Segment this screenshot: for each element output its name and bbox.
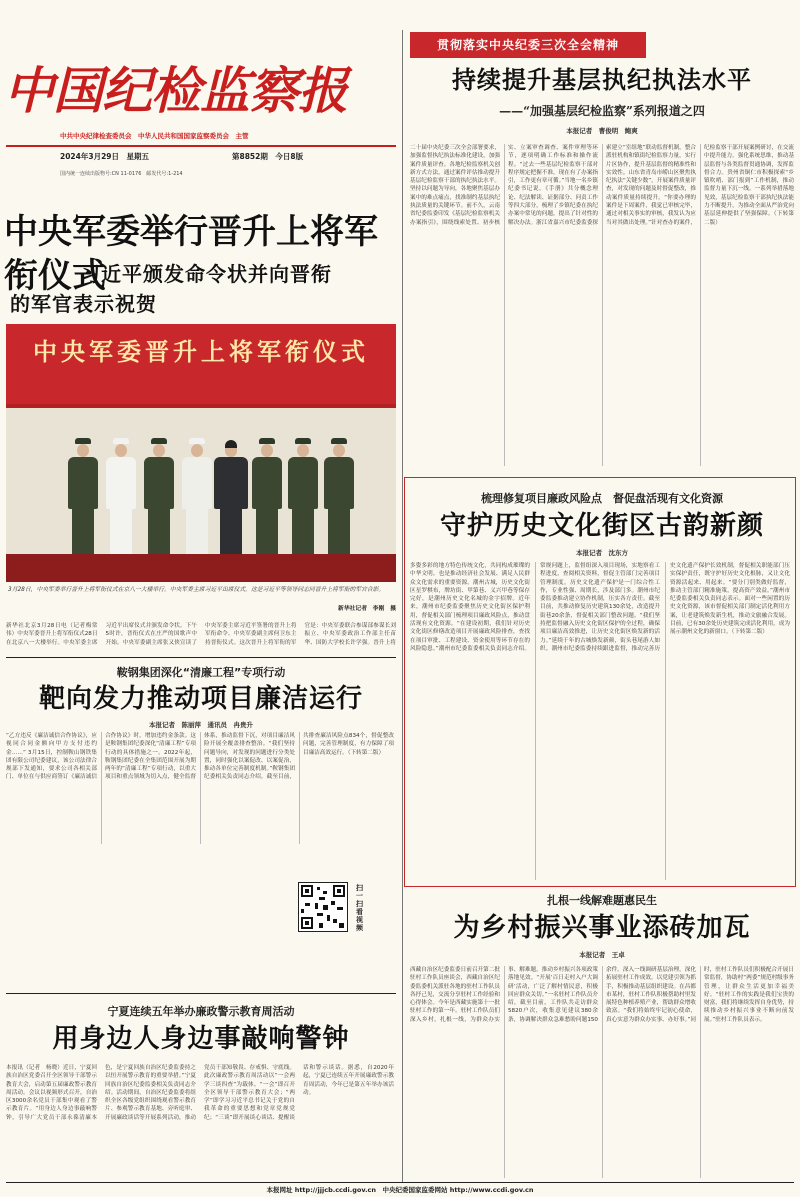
rural-byline: 本报记者 王卓 xyxy=(579,951,625,959)
rural-headline: 为乡村振兴事业添砖加瓦 xyxy=(453,913,751,943)
officer-figure xyxy=(182,438,212,554)
lead-photo-caption: 3月28日，中央军委举行晋升上将军衔仪式在京八一大楼举行。中央军委主席习近平出席仪式。这是习近平等领导同志同晋升上将军衔的军官合影。 xyxy=(8,587,385,593)
series-subhead: ——“加强基层纪检监察”系列报道之四 xyxy=(499,104,705,118)
anshan-headline: 靶向发力推动项目廉洁运行 xyxy=(38,684,363,714)
soldier-group xyxy=(6,424,396,554)
masthead-sponsors: 中共中央纪律检查委员会 中华人民共和国国家监察委员会 主管 xyxy=(60,132,249,140)
series-byline: 本报记者 曹俊明 鲍爽 xyxy=(566,127,638,135)
lead-photo xyxy=(6,324,396,582)
masthead-rule xyxy=(6,145,396,147)
ningxia-body: 本报讯（记者 杨晓）近日，宁夏回族自治区党委召开全区领导干部警示教育大会，启动第五届廉政警示教育周活动。会议以视频形式召开，自治区3000余名党员干部集中观看了警示教育片。“用身边人身边事敲响警钟，引导广大党员干部永葆清廉本色，是宁夏回族自治区纪委监委持之以恒开展警示教育的重要举措。”宁夏回族自治区纪委监委相关负责同志介绍。活动期间，自治区纪委监委将组织全区各级党组织围绕观看警示教育片、参观警示教育基地、旁听庭审、开展廉政谈话等开展系列活动，推动党员干部知敬畏、存戒惧、守底线。此次廉政警示教育周活动以“一会两学三谈四查”为载体。“一会”即召开全区领导干部警示教育大会；“两学”即学习习近平总书记关于党的自我革命的重要思想和党章党规党纪；“三谈”即开展谈心谈话、提醒谈话和警示谈话。据悉，自2020年起，宁夏已连续五年开展廉政警示教育周活动，今年已是第五年举办该活动。 xyxy=(6,1065,394,1121)
chaozhou-body: 多姿多彩的地方特色传统文化，共同构成璀璨的中华文明。也是推动经济社会发展、满足人民群众文化需求的重要资源。潮州古城，历史文化街区星罗棋布，牌坊街、甲第巷、义兴甲巷等保存完好，是潮州历史文化名城的金字招牌。近年来，潮州市纪委监委聚焦历史文化街区保护利用，督促相关部门梳理项目廉政风险点，推动盘活现有文化资源。“在建设初期，我们针对历史文化街区修缮改造项目开展廉政风险排查，查找在项目审批、工程建设、资金使用等环节存在的风险隐患。”潮州市纪委监委相关负责同志介绍。常规问题上，监督组深入项目现场，实地察看工程进度，查阅相关资料，督促主管部门完善项目管理制度。历史文化遗产保护是一门综合性工作，专业性强、周期长，涉及部门多。潮州市纪委监委推动建立协作机制，压实各方责任。截至目前，共推动修复历史建筑130余处，改造提升街巷20余条，督促相关部门整改问题。“我们坚持把监督融入历史文化街区保护的全过程，确保项目廉洁高效推进，让历史文化街区焕发新的活力。”延续千年的古城焕发新颜，街头巷尾游人如织。潮州市纪委监委持续跟进监督，推动完善历史文化遗产保护长效机制，督促相关职能部门压实保护责任，既守护好历史文化根脉，又让文化资源活起来、用起来。“要分门别类做好监督，推动主管部门精准施策，提高资产效益。”潮州市纪委监委相关负责同志表示。面对一些闲置的历史文化资源，该市督促相关部门制定活化利用方案，让老建筑焕发新生机，推动文旅融合发展。目前，已有30余处历史建筑完成活化利用，成为展示潮州文化的新窗口。（下转第二版） xyxy=(410,563,790,652)
masthead-issue: 第8852期 今日8版 xyxy=(232,152,304,161)
chaozhou-headline: 守护历史文化街区古韵新颜 xyxy=(439,511,764,541)
lead-photo-credit: 新华社记者 李刚 摄 xyxy=(338,606,396,612)
series-label-bar xyxy=(410,32,646,58)
stage-floor xyxy=(6,554,396,582)
anshan-byline: 本报记者 陈丽萍 通讯员 冉贵升 xyxy=(149,721,253,729)
chaozhou-byline: 本报记者 沈东方 xyxy=(576,549,628,557)
column-divider xyxy=(402,30,403,1182)
officer-figure xyxy=(106,438,136,554)
section-rule xyxy=(6,993,396,994)
lead-subhead-1: 习近平颁发命令状并向晋衔 xyxy=(80,262,332,286)
rural-body: 西藏自治区纪委监委日前召开第二批驻村工作队员座谈会，西藏自治区纪委监委机关派驻各地的驻村工作队员各抒己见，交流分享驻村工作经验和心得体会。今年是西藏实施第十一批驻村工作的第一年。驻村工作队员们深入乡村，扎根一线，为群众办实事、解难题，推动乡村振兴各项政策落地见效。“开展‘百日走村入户大调研’活动，广泛了解村情民意，积极回应群众关切。”一名驻村工作队员介绍，截至目前，工作队共走访群众5820户次，收集意见建议380余条，协调解决群众急难愁盼问题150余件。深入一线调研基层治理，深化拓展驻村工作成效。以党建引领为抓手，积极推动基层组织建设。在昌都市某村，驻村工作队积极帮助村里发展特色种植养殖产业，帮助群众增收致富。“我们将始终牢记初心使命，真心实意为群众办实事、办好事。”同时，驻村工作队员们积极配合开展日常监督，协助村“两委”规范村级事务管理，让群众生活更加幸福美好。“驻村工作的实践是我们宝贵的财富，我们将继续发挥自身优势，持续推动乡村振兴事业不断向前发展。”驻村工作队员表示。 xyxy=(410,967,794,1023)
lead-subhead-2: 的军官表示祝贺 xyxy=(10,292,157,316)
officer-figure xyxy=(324,438,354,554)
leader-figure xyxy=(214,434,248,554)
lead-headline: 中央军委举行晋升上将军衔仪式 xyxy=(4,212,378,296)
footer-rule xyxy=(6,1182,794,1183)
masthead-date: 2024年3月29日 星期五 xyxy=(60,152,150,161)
anshan-body: “乙方违反《廉洁诚信合作协议》，应视同合同金额向甲方支付违约金……” 3月15日，控制鞍山钢铁集团有限公司纪委建议，该公司法律合规部下发通知，要求公司各相关部门、单位在与供应商签订《廉洁诚信合作协议》时，增加违约金条款。这是鞍钢集团纪委深化“清廉工程”专项行动的具体措施之一。2022年起，鞍钢集团纪委在全集团范围开展为期两年的“清廉工程”专项行动，以重大项目和重点领域为切入点，健全监督体系，推动监督下沉，对项目廉洁风险开展全覆盖排查整治。“我们坚持问题导向，对发现的问题进行分类处置，同时强化以案促改、以案促治，推动各单位完善制度机制。”鞍钢集团纪委相关负责同志介绍。截至目前，共排查廉洁风险点834个，督促整改问题，完善管理制度，有力保障了项目廉洁高效运行。（下转第二版） xyxy=(6,733,394,781)
officer-figure xyxy=(288,438,318,554)
officer-figure xyxy=(68,438,98,554)
officer-figure xyxy=(144,438,174,554)
masthead-serial: 国内统一连续出版物号:CN 11-0176 邮发代号:1-214 xyxy=(60,171,183,177)
chaozhou-kicker: 梳理修复项目廉政风险点 督促盘活现有文化资源 xyxy=(481,492,723,505)
anshan-kicker: 鞍钢集团深化“清廉工程”专项行动 xyxy=(116,666,286,679)
lead-photo-banner: 中央军委晋升上将军衔仪式 xyxy=(33,337,369,366)
lead-body: 新华社北京3月28日电（记者梅常伟）中央军委晋升上将军衔仪式28日在北京八一大楼举行。中央军委主席习近平出席仪式并颁发命令状。下午5时许，晋衔仪式在庄严的国歌声中开始。中央军委副主席张又侠宣读了中央军委主席习近平签署的晋升上将军衔命令。中央军委副主席何卫东主持晋衔仪式。这次晋升上将军衔的军官是：中央军委联合参谋部参谋长刘振立、中央军委政治工作部主任苗华、国防大学校长许学强。晋升上将 xyxy=(6,623,396,646)
qr-code-graphic xyxy=(299,883,347,931)
qr-code[interactable] xyxy=(298,882,348,932)
ningxia-headline: 用身边人身边事敲响警钟 xyxy=(52,1024,350,1054)
masthead-title: 中国纪检监察报 xyxy=(4,61,347,120)
qr-code-label: 扫一扫看视频 xyxy=(356,884,363,932)
series-label: 贯彻落实中央纪委三次全会精神 xyxy=(436,38,619,52)
ningxia-kicker: 宁夏连续五年举办廉政警示教育周活动 xyxy=(107,1005,295,1018)
series-headline: 持续提升基层执纪执法水平 xyxy=(452,65,752,94)
section-rule xyxy=(6,657,396,658)
footer-text: 本报网址 http://jjjcb.ccdi.gov.cn 中央纪委国家监委网站 http://www.ccdi.gov.cn xyxy=(266,1186,534,1194)
series-body: 二十届中央纪委三次全会部署要求，加强监督执纪执法标准化建设，加强案件质量评查。各地纪检监察机关创新方式方法，通过案件评估推动提升基层纪检监察干部的执纪执法水平。坚持以问题为导向，各地聚焦基层办案中的难点痛点，找准制约基层执纪执法质量的关键环节。前不久，云南省纪委监委印发《基层纪检监察机关办案指引》，围绕线索处置、初步核实、立案审查调查、案件审理等环节，逐项明确工作标准和操作流程。“过去一些基层纪检监察干部对程序规定把握不准，现在有了办案指引，工作更有章可循。”当地一名乡镇纪委书记说。《手册》共分概念理论、纪法解读、证据部分、问责工作等四大部分，梳理了乡镇纪委在执纪办案中常见的问题，提出了针对性的解决办法。浙江省嘉兴市纪委监委探索建立“室组地”联动监督机制，整合派驻机构和镇街纪检监察力量，实行片区协作，提升基层监督的精准性和实效性。山东省青岛市崂山区聚焦执纪执法“关键少数”，开展案件质量评查，对发现的问题及时督促整改，推动案件质量持续提升。“你要办理的案件是下周案件，我觉已审核完毕，通过对相关事实的审核，我发认为应当对其做出处理。”针对查办的案件，纪检监察干部开展案例研讨，在交流中提升能力。强化系统思维，推动基层监督与各类监督贯通协调，发挥监督合力。贵州省铜仁市积极探索“乡镇吹哨、部门报到”工作机制，推动监督力量下沉一线。一系列举措落地见效，基层纪检监察干部执纪执法能力不断提升，为推动全面从严治党向基层延伸提供了坚强保障。（下转第二版） xyxy=(410,145,794,226)
rural-kicker: 扎根一线解难题惠民生 xyxy=(547,894,657,907)
officer-figure xyxy=(252,438,282,554)
